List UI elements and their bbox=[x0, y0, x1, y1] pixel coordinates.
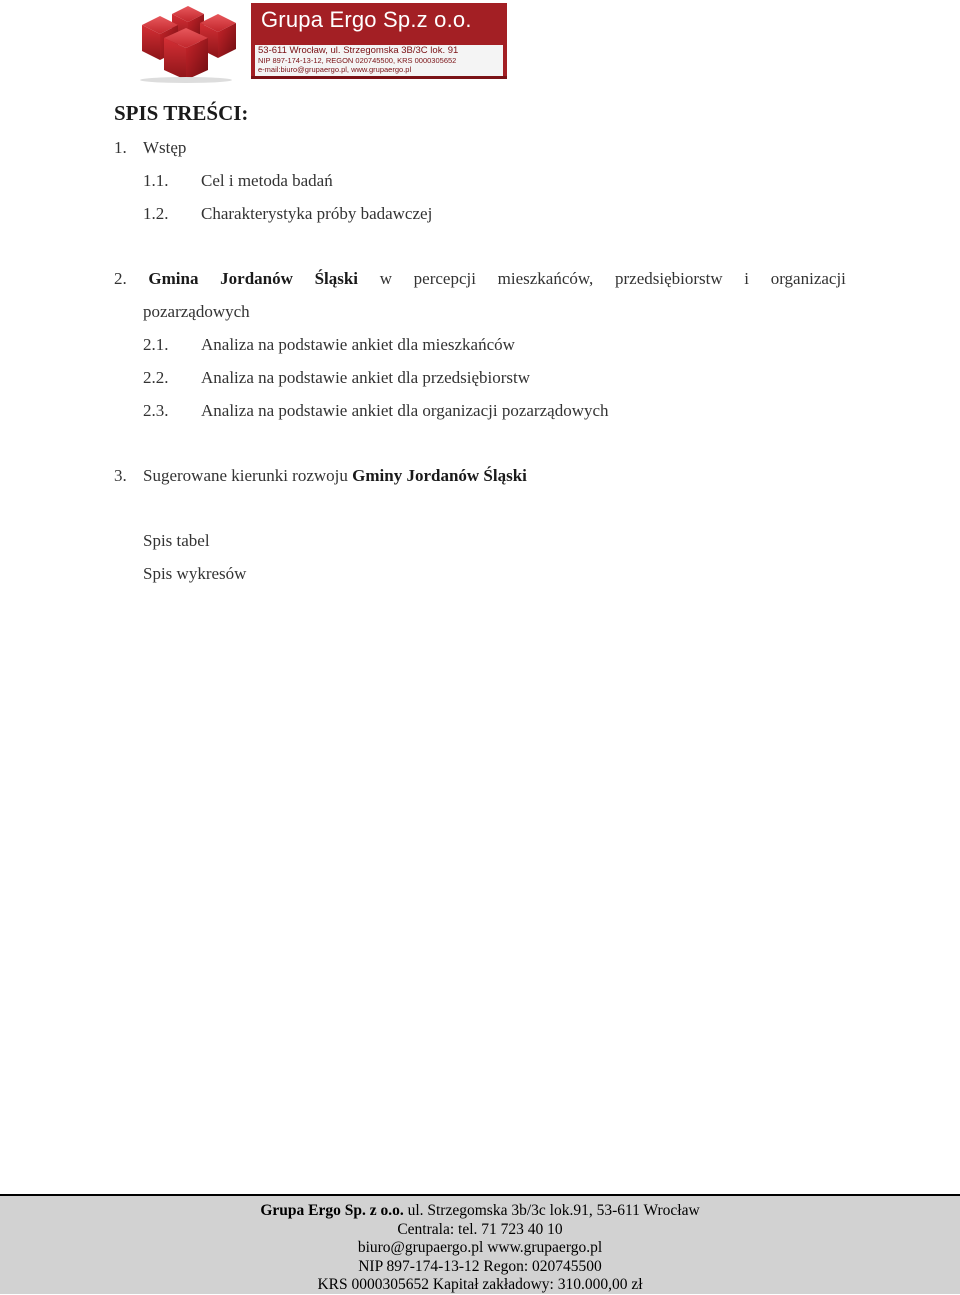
toc-item-number: 2. bbox=[114, 269, 127, 288]
toc-item-label-bold-slaski: Śląski bbox=[314, 269, 359, 288]
toc-item-2-3 bbox=[143, 400, 609, 422]
letterhead bbox=[0, 0, 960, 90]
toc-word: przedsiębiorstw bbox=[614, 269, 723, 288]
page-footer bbox=[0, 1194, 960, 1294]
footer-company-name: Grupa Ergo Sp. z o.o. bbox=[260, 1202, 404, 1219]
toc-word: organizacji bbox=[770, 269, 846, 288]
toc-item-3 bbox=[114, 465, 527, 487]
toc-item-label: Analiza na podstawie ankiet dla mieszkańców bbox=[201, 335, 515, 354]
company-info-box bbox=[255, 45, 503, 76]
toc-item-label-bold-gmina: Gmina bbox=[148, 269, 199, 288]
toc-item-1-2 bbox=[143, 203, 432, 225]
toc-item-label: Cel i metoda badań bbox=[201, 171, 333, 190]
toc-item-number: 3. bbox=[114, 466, 127, 485]
toc-list-of-charts: Spis wykresów bbox=[143, 564, 247, 583]
footer-phone: Centrala: tel. 71 723 40 10 bbox=[397, 1220, 563, 1238]
footer-web: biuro@grupaergo.pl www.grupaergo.pl bbox=[357, 1239, 603, 1256]
footer-ids: NIP 897-174-13-12 Regon: 020745500 bbox=[358, 1257, 602, 1275]
toc-item-number: 2.3. bbox=[143, 401, 169, 420]
toc-word: mieszkańców, bbox=[497, 269, 594, 288]
toc-item-2 bbox=[114, 268, 846, 290]
company-logo-box bbox=[251, 3, 507, 79]
toc-item-2-1 bbox=[143, 334, 515, 356]
company-contact: e-mail:biuro@grupaergo.pl, www.grupaergo.pl bbox=[258, 65, 412, 74]
table-of-contents bbox=[114, 95, 846, 583]
company-registry: NIP 897-174-13-12, REGON 020745500, KRS 0000305652 bbox=[258, 56, 457, 65]
toc-item-number: 2.2. bbox=[143, 368, 169, 387]
footer-address-line bbox=[0, 1202, 960, 1221]
toc-word: percepcji bbox=[413, 269, 476, 288]
toc-word: i bbox=[744, 269, 750, 288]
company-address: 53-611 Wrocław, ul. Strzegomska 3B/3C lok. 91 bbox=[258, 45, 459, 56]
toc-list-of-tables: Spis tabel bbox=[143, 531, 210, 550]
red-cubes-logo-icon bbox=[120, 2, 250, 84]
footer-krs: KRS 0000305652 Kapitał zakładowy: 310.000,00 zł bbox=[317, 1276, 643, 1293]
company-name: Grupa Ergo Sp.z o.o. bbox=[261, 7, 472, 32]
toc-item-2-continuation: pozarządowych bbox=[143, 302, 250, 321]
toc-item-1-1 bbox=[143, 170, 333, 192]
toc-title: SPIS TREŚCI: bbox=[114, 101, 249, 125]
toc-item-label-bold-jordanow: Jordanów bbox=[220, 269, 293, 288]
toc-item-label: Sugerowane kierunki rozwoju bbox=[143, 466, 348, 485]
toc-item-number: 1.2. bbox=[143, 204, 169, 223]
toc-item-label: Analiza na podstawie ankiet dla organizacji pozarządowych bbox=[201, 401, 609, 420]
toc-item-number: 2.1. bbox=[143, 335, 169, 354]
toc-item-1 bbox=[114, 137, 186, 159]
toc-item-label-bold: Gminy Jordanów Śląski bbox=[352, 466, 527, 485]
toc-item-number: 1. bbox=[114, 138, 127, 157]
toc-item-label: Analiza na podstawie ankiet dla przedsiębiorstw bbox=[201, 368, 531, 387]
toc-item-number: 1.1. bbox=[143, 171, 169, 190]
footer-address: ul. Strzegomska 3b/3c lok.91, 53-611 Wrocław bbox=[407, 1202, 700, 1219]
toc-item-label: Charakterystyka próby badawczej bbox=[201, 204, 433, 223]
toc-item-2-2 bbox=[143, 367, 530, 389]
toc-item-label: Wstęp bbox=[143, 138, 187, 157]
toc-word: w bbox=[379, 269, 392, 288]
